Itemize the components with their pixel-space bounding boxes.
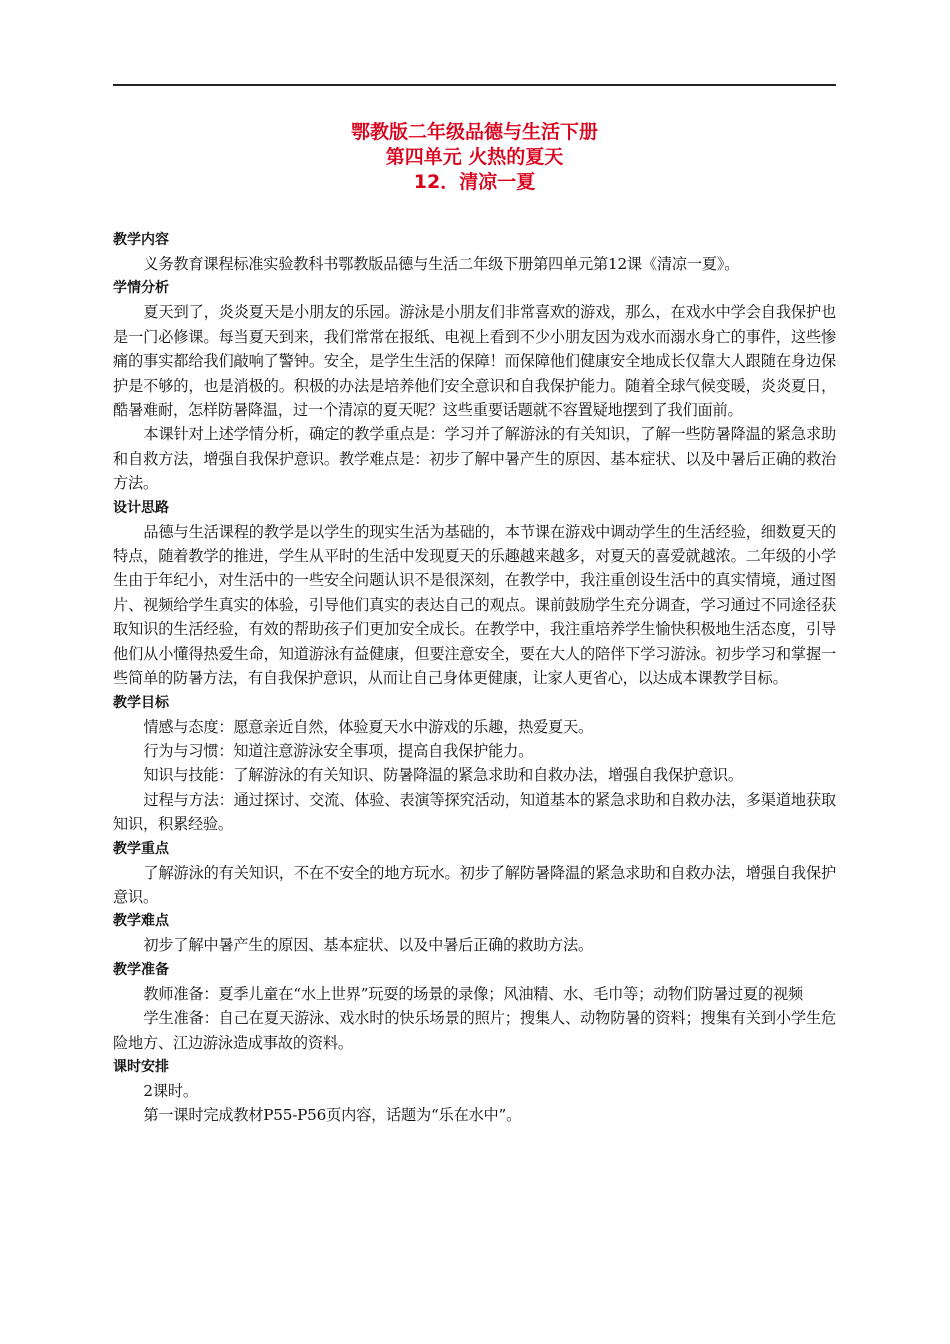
section-heading: 学情分析 xyxy=(113,280,169,297)
paragraph: 本课针对上述学情分析，确定的教学重点是：学习并了解游泳的有关知识，了解一些防暑降温的紧急求助和自救方法，增强自我保护意识。教学难点是：初步了解中暑产生的原因、基本症状、以及中暑后正确的救治方法。 xyxy=(113,425,836,493)
section-teaching-content xyxy=(113,228,836,276)
section-heading: 教学准备 xyxy=(113,961,169,978)
paragraph: 初步了解中暑产生的原因、基本症状、以及中暑后正确的救助方法。 xyxy=(143,936,594,955)
section-key-points xyxy=(113,837,836,910)
paragraph: 义务教育课程标准实验教科书鄂教版品德与生活二年级下册第四单元第12课《清凉一夏》。 xyxy=(143,255,740,273)
section-heading: 教学内容 xyxy=(113,232,169,248)
paragraph: 第一课时完成教材P55-P56页内容，话题为“乐在水中”。 xyxy=(143,1106,522,1125)
section-preparation xyxy=(113,958,836,1055)
paragraph: 品德与生活课程的教学是以学生的现实生活为基础的，本节课在游戏中调动学生的生活经验，细数夏天的特点，随着教学的推进，学生从平时的生活中发现夏天的乐趣越来越多，对夏天的喜爱就越浓。二年级的小学生由于年纪小，对生活中的一些安全问题认识不是很深刻，在教学中，我注重创设生活中的真实情境，通过图片、视频给学生真实的体验，引导他们真实的表达自己的观点。课前鼓励学生充分调查，学习通过不同途径获取知识的生活经验，有效的帮助孩子们更加安全成长。在教学中，我注重培养学生愉快积极地生活态度，引导他们从小懂得热爱生命，知道游泳有益健康，但要注意安全，要在大人的陪伴下学习游泳。初步学习和掌握一些简单的防暑方法，有自我保护意识，从而让自己身体更健康，让家人更省心，以达成本课教学目标。 xyxy=(113,522,836,688)
paragraph: 情感与态度：愿意亲近自然，体验夏天水中游戏的乐趣，热爱夏天。 xyxy=(143,717,594,736)
paragraph: 夏天到了，炎炎夏天是小朋友的乐园。游泳是小朋友们非常喜欢的游戏，那么，在戏水中学会自我保护也是一门必修课。每当夏天到来，我们常常在报纸、电视上看到不少小朋友因为戏水而溺水身亡的事件，这些惨痛的事实都给我们敲响了警钟。安全，是学生生活的保障！而保障他们健康安全地成长仅靠大人跟随在身边保护是不够的，也是消极的。积极的办法是培养他们安全意识和自我保护能力。随着全球气候变暖，炎炎夏日，酷暑难耐，怎样防暑降温，过一个清凉的夏天呢？这些重要话题就不容置疑地摆到了我们面前。 xyxy=(113,303,836,420)
section-learner-analysis xyxy=(113,276,836,495)
paragraph: 学生准备：自己在夏天游泳、戏水时的快乐场景的照片；搜集人、动物防暑的资料；搜集有关到小学生危险地方、江边游泳造成事故的资料。 xyxy=(113,1009,836,1052)
paragraph: 了解游泳的有关知识，不在不安全的地方玩水。初步了解防暑降温的紧急求助和自救办法，增强自我保护意识。 xyxy=(113,863,836,906)
section-heading: 教学难点 xyxy=(113,913,169,930)
document-body xyxy=(113,228,836,1128)
section-heading: 设计思路 xyxy=(113,499,169,516)
section-heading: 教学重点 xyxy=(113,840,169,857)
section-teaching-goals xyxy=(113,691,836,837)
document-title xyxy=(113,120,836,195)
paragraph: 行为与习惯：知道注意游泳安全事项，提高自我保护能力。 xyxy=(143,741,534,760)
top-rule xyxy=(113,84,836,86)
paragraph: 知识与技能：了解游泳的有关知识、防暑降温的紧急求助和自救办法，增强自我保护意识。 xyxy=(143,766,743,785)
section-schedule xyxy=(113,1055,836,1128)
section-difficult-points xyxy=(113,909,836,957)
title-lesson: 12．清凉一夏 xyxy=(413,171,536,193)
paragraph: 教师准备：夏季儿童在“水上世界”玩耍的场景的录像；风油精、水、毛巾等；动物们防暑过夏的视频 xyxy=(143,984,803,1003)
section-heading: 教学目标 xyxy=(113,694,169,711)
section-heading: 课时安排 xyxy=(113,1058,169,1075)
paragraph: 2课时。 xyxy=(143,1081,198,1100)
section-design-idea xyxy=(113,496,836,691)
title-textbook: 鄂教版二年级品德与生活下册 xyxy=(350,121,598,143)
paragraph: 过程与方法：通过探讨、交流、体验、表演等探究活动，知道基本的紧急求助和自救办法，多渠道地获取知识，积累经验。 xyxy=(113,790,836,834)
title-unit: 第四单元 火热的夏天 xyxy=(385,146,564,168)
